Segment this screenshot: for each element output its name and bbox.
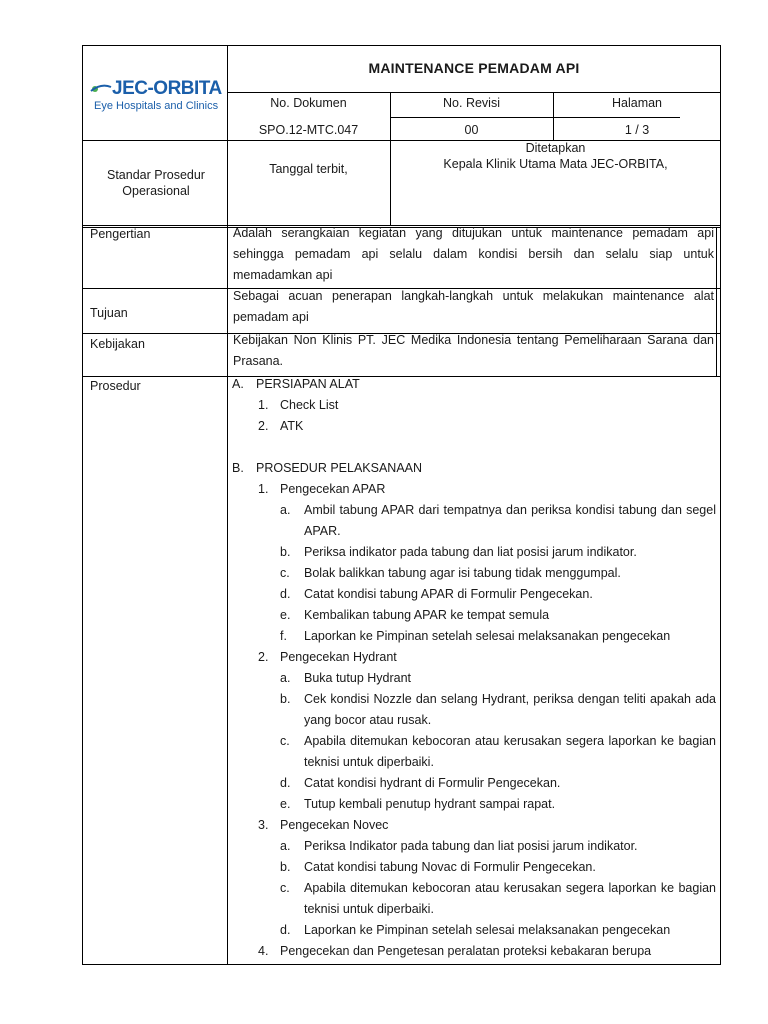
list-text: Tutup kembali penutup hydrant sampai rapat. — [304, 797, 556, 811]
list-item — [232, 920, 716, 941]
approved-label: Ditetapkan — [525, 141, 586, 155]
list-text: Bolak balikkan tabung agar isi tabung tidak menggumpal. — [304, 566, 621, 580]
label-no-revisi: No. Revisi — [443, 96, 500, 110]
list-marker: a. — [280, 671, 291, 685]
label-halaman: Halaman — [611, 96, 663, 110]
list-marker: d. — [280, 776, 291, 790]
tujuan-label: Tujuan — [90, 306, 128, 320]
list-text: Kembalikan tabung APAR ke tempat semula — [304, 608, 550, 622]
list-item — [232, 521, 716, 542]
list-item — [232, 752, 716, 773]
section-a-title — [232, 374, 716, 395]
list-marker: 2. — [258, 419, 269, 433]
prosedur-label: Prosedur — [90, 379, 141, 393]
logo-name: JEC-ORBITA — [112, 78, 222, 99]
value-no-dokumen: SPO.12-MTC.047 — [258, 123, 359, 137]
list-marker: 2. — [258, 650, 269, 664]
list-marker: e. — [280, 608, 291, 622]
list-text: yang bocor atau rusak. — [304, 713, 432, 727]
list-marker: d. — [280, 923, 291, 937]
list-text: Catat kondisi tabung APAR di Formulir Pengecekan. — [304, 587, 593, 601]
value-halaman: 1 / 3 — [624, 123, 650, 137]
kebijakan-text: Kebijakan Non Klinis PT. JEC Medika Indonesia tentang Pemeliharaan Sarana dan Prasana. — [233, 333, 714, 368]
list-text: Laporkan ke Pimpinan setelah selesai melaksanakan pengecekan — [304, 923, 671, 937]
list-item — [232, 563, 716, 584]
list-text: ATK — [280, 419, 304, 433]
list-marker: f. — [280, 629, 287, 643]
list-item — [232, 542, 716, 563]
kebijakan-label: Kebijakan — [90, 337, 145, 351]
list-text: Pengecekan Hydrant — [280, 650, 397, 664]
approver-name: Kepala Klinik Utama Mata JEC-ORBITA, — [443, 157, 668, 171]
list-marker: 1. — [258, 482, 269, 496]
label-no-dokumen: No. Dokumen — [270, 96, 347, 110]
list-text: Ambil tabung APAR dari tempatnya dan periksa kondisi tabung dan segel — [304, 503, 716, 517]
list-text: Check List — [280, 398, 339, 412]
list-text: PROSEDUR PELAKSANAAN — [256, 461, 423, 475]
prosedur-content — [232, 374, 716, 962]
list-text: Pengecekan Novec — [280, 818, 389, 832]
list-marker: 3. — [258, 818, 269, 832]
eye-swoosh-icon — [90, 82, 112, 96]
list-item — [232, 689, 716, 710]
list-text: teknisi untuk diperbaiki. — [304, 755, 434, 769]
section-b-step — [232, 941, 716, 962]
list-marker: b. — [280, 545, 291, 559]
sop-label: Standar Prosedur Operasional — [107, 168, 205, 198]
list-marker: e. — [280, 797, 291, 811]
section-b-title — [232, 458, 716, 479]
jec-orbita-logo — [90, 78, 225, 118]
list-text: APAR. — [304, 524, 341, 538]
col-label-rule — [553, 117, 680, 118]
section-b-step — [232, 815, 716, 836]
issue-date-label: Tanggal terbit, — [269, 162, 348, 176]
list-text: Periksa Indikator pada tabung dan liat posisi jarum indikator. — [304, 839, 638, 853]
list-text: Catat kondisi hydrant di Formulir Pengecekan. — [304, 776, 561, 790]
list-text: Cek kondisi Nozzle dan selang Hydrant, periksa dengan teliti apakah ada — [304, 692, 716, 706]
list-text: Pengecekan APAR — [280, 482, 386, 496]
list-marker: 4. — [258, 944, 269, 958]
section-a-item — [232, 416, 716, 437]
list-marker: a. — [280, 839, 291, 853]
list-marker: 1. — [258, 398, 269, 412]
list-item — [232, 668, 716, 689]
list-marker: d. — [280, 587, 291, 601]
list-text: Laporkan ke Pimpinan setelah selesai melaksanakan pengecekan — [304, 629, 671, 643]
col-label-rule — [390, 117, 553, 118]
list-marker: c. — [280, 734, 290, 748]
list-marker: b. — [280, 692, 291, 706]
pengertian-label: Pengertian — [90, 227, 151, 241]
list-marker: A. — [232, 377, 244, 391]
list-item — [232, 836, 716, 857]
header-divider — [227, 45, 228, 965]
list-marker: B. — [232, 461, 244, 475]
list-marker: a. — [280, 503, 291, 517]
list-text: Pengecekan dan Pengetesan peralatan proteksi kebakaran berupa — [280, 944, 652, 958]
list-item — [232, 878, 716, 899]
logo-subtitle: Eye Hospitals and Clinics — [94, 100, 219, 112]
list-item — [232, 773, 716, 794]
list-marker: c. — [280, 566, 290, 580]
list-marker: b. — [280, 860, 291, 874]
list-item — [232, 857, 716, 878]
list-item — [232, 731, 716, 752]
list-item — [232, 626, 716, 647]
document-title: MAINTENANCE PEMADAM API — [368, 60, 580, 76]
section-a-item — [232, 395, 716, 416]
section-b-step — [232, 479, 716, 500]
list-text: Apabila ditemukan kebocoran atau kerusakan segera laporkan ke bagian — [304, 881, 716, 895]
list-item — [232, 794, 716, 815]
sections-right-edge — [716, 227, 717, 377]
value-no-revisi: 00 — [464, 123, 479, 137]
list-marker: c. — [280, 881, 290, 895]
list-text: Apabila ditemukan kebocoran atau kerusakan segera laporkan ke bagian — [304, 734, 716, 748]
tujuan-text: Sebagai acuan penerapan langkah-langkah untuk melakukan maintenance alat pemadam api — [233, 289, 714, 324]
list-text: PERSIAPAN ALAT — [256, 377, 360, 391]
list-text: Periksa indikator pada tabung dan liat posisi jarum indikator. — [304, 545, 637, 559]
list-item — [232, 584, 716, 605]
list-text: Buka tutup Hydrant — [304, 671, 412, 685]
list-text: teknisi untuk diperbaiki. — [304, 902, 434, 916]
list-item — [232, 899, 716, 920]
list-text: Catat kondisi tabung Novac di Formulir Pengecekan. — [304, 860, 596, 874]
list-item — [232, 605, 716, 626]
pengertian-text: Adalah serangkaian kegiatan yang ditujukan untuk maintenance pemadam api sehingga pemadam api selalu dalam kondisi bersih dan selalu siap untuk memadamkan api — [233, 226, 714, 282]
list-item — [232, 710, 716, 731]
list-item — [232, 500, 716, 521]
section-b-step — [232, 647, 716, 668]
